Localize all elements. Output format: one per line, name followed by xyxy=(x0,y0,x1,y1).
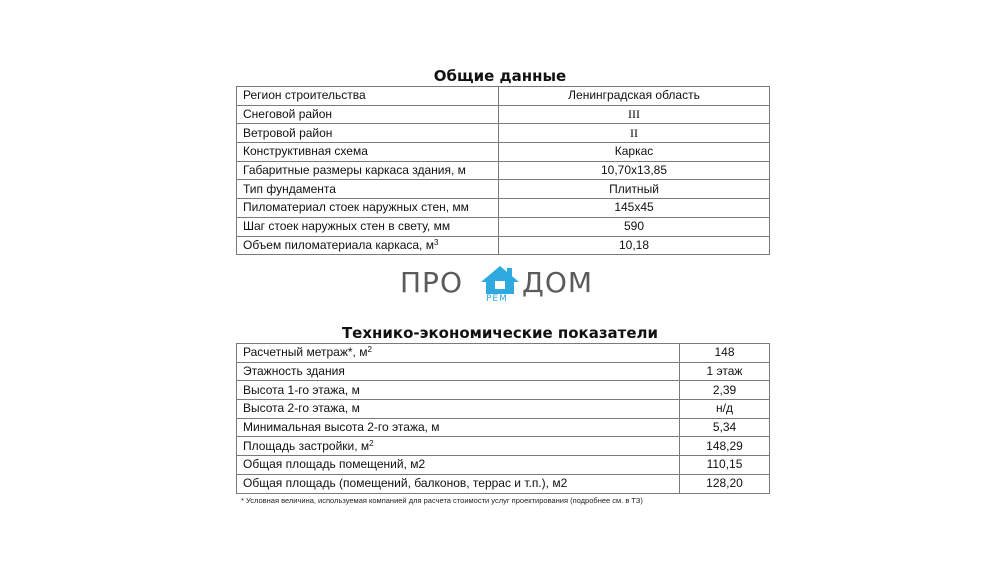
row-label: Общая площадь помещений, м2 xyxy=(237,456,680,475)
unit-superscript: 2 xyxy=(367,345,372,355)
row-label: Минимальная высота 2-го этажа, м xyxy=(237,418,680,437)
tech-indicators-table xyxy=(236,343,770,494)
row-value: Плитный xyxy=(499,180,770,199)
row-value: 145x45 xyxy=(499,199,770,218)
unit-superscript: 2 xyxy=(369,438,374,448)
row-value: 590 xyxy=(499,217,770,236)
table-row xyxy=(237,236,770,255)
row-label: Этажность здания xyxy=(237,362,680,381)
row-value: Ленинградская область xyxy=(499,87,770,106)
row-label-cell xyxy=(237,437,680,456)
logo-sub-word: РЕМ xyxy=(486,294,508,304)
row-value: 128,20 xyxy=(680,474,770,493)
table-row xyxy=(237,161,770,180)
row-label: Расчетный метраж*, м xyxy=(243,345,368,360)
row-value: 1 этаж xyxy=(680,362,770,381)
row-value: 10,18 xyxy=(499,236,770,255)
row-label: Высота 1-го этажа, м xyxy=(237,381,680,400)
row-label-cell xyxy=(237,344,680,363)
table-row xyxy=(237,124,770,143)
table-row xyxy=(237,437,770,456)
table-row xyxy=(237,143,770,162)
table-row xyxy=(237,474,770,493)
footnote: * Условная величина, используемая компанией для расчета стоимости услуг проектирования (подробнее см. в ТЗ) xyxy=(241,496,643,505)
table-row xyxy=(237,456,770,475)
row-value: н/д xyxy=(680,400,770,419)
row-label: Конструктивная схема xyxy=(237,143,499,162)
table-row xyxy=(237,105,770,124)
row-value: 10,70x13,85 xyxy=(499,161,770,180)
row-value: 148,29 xyxy=(680,437,770,456)
row-label: Тип фундамента xyxy=(237,180,499,199)
row-label: Объем пиломатериала каркаса, м xyxy=(243,237,434,252)
row-value: Каркас xyxy=(499,143,770,162)
row-label: Площадь застройки, м xyxy=(243,438,370,453)
row-value: 2,39 xyxy=(680,381,770,400)
general-data-title: Общие данные xyxy=(433,67,567,85)
row-label: Регион строительства xyxy=(237,87,499,106)
row-label: Общая площадь (помещений, балконов, террас и т.п.), м2 xyxy=(237,474,680,493)
row-value: 110,15 xyxy=(680,456,770,475)
company-logo xyxy=(400,264,600,304)
row-label: Шаг стоек наружных стен в свету, мм xyxy=(237,217,499,236)
table-row xyxy=(237,381,770,400)
table-row xyxy=(237,362,770,381)
row-label: Ветровой район xyxy=(237,124,499,143)
row-value: III xyxy=(499,105,770,124)
row-value: II xyxy=(499,124,770,143)
row-value: 5,34 xyxy=(680,418,770,437)
logo-word-right: ДОМ xyxy=(522,266,594,299)
table-row xyxy=(237,418,770,437)
table-row xyxy=(237,344,770,363)
row-label: Пиломатериал стоек наружных стен, мм xyxy=(237,199,499,218)
general-data-table xyxy=(236,86,770,255)
table-row xyxy=(237,400,770,419)
table-row xyxy=(237,87,770,106)
row-label: Габаритные размеры каркаса здания, м xyxy=(237,161,499,180)
row-label: Снеговой район xyxy=(237,105,499,124)
row-value: 148 xyxy=(680,344,770,363)
table-row xyxy=(237,199,770,218)
table-row xyxy=(237,217,770,236)
tech-indicators-title: Технико-экономические показатели xyxy=(341,324,659,342)
row-label: Высота 2-го этажа, м xyxy=(237,400,680,419)
table-row xyxy=(237,180,770,199)
row-label-cell xyxy=(237,236,499,255)
logo-word-left: ПРО xyxy=(400,266,463,299)
unit-superscript: 3 xyxy=(433,237,439,247)
